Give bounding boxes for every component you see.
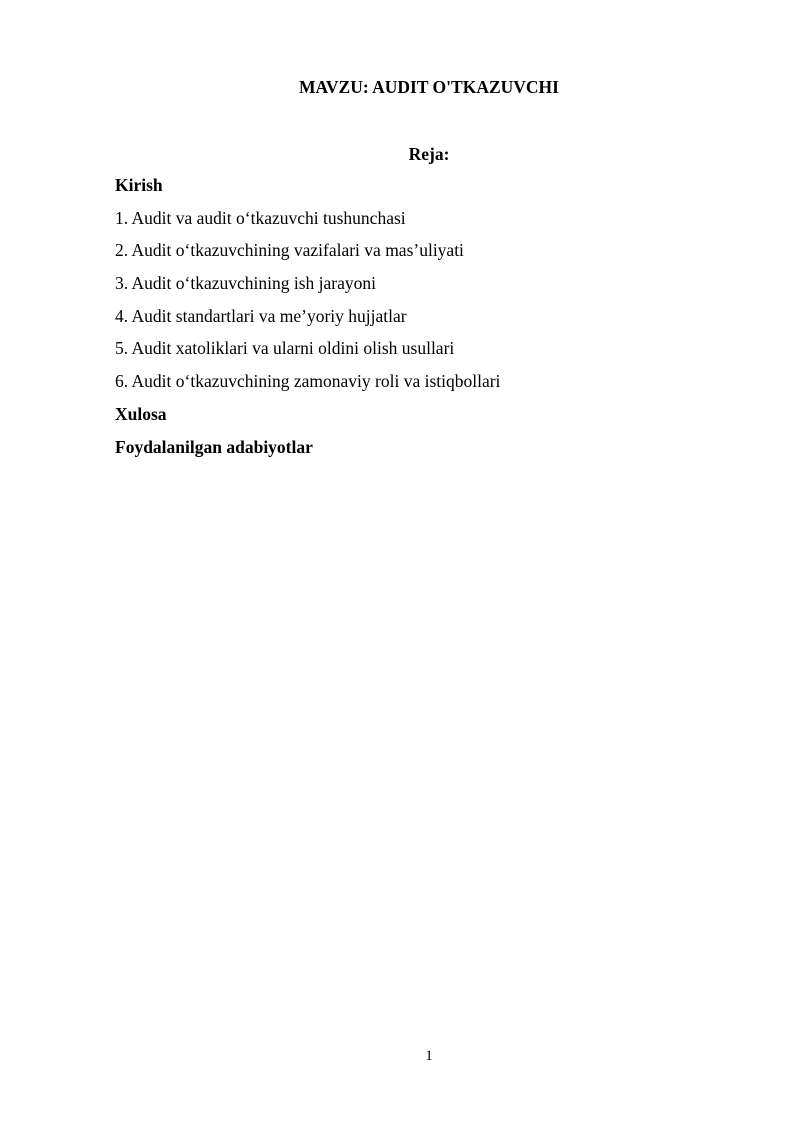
toc-item-4: 4. Audit standartlari va me’yoriy hujjatlar [115,305,407,326]
page-title: MAVZU: AUDIT O'TKAZUVCHI [299,77,559,97]
toc-item-1: 1. Audit va audit o‘tkazuvchi tushunchasi [115,207,406,228]
page-number: 1 [425,1048,433,1064]
toc-item-2: 2. Audit o‘tkazuvchining vazifalari va mas’uliyati [115,240,464,261]
toc-item-6: 6. Audit o‘tkazuvchining zamonaviy roli va istiqbollari [115,371,501,392]
toc-item-references: Foydalanilgan adabiyotlar [115,436,313,457]
plan-heading: Reja: [408,144,450,164]
toc-item-conclusion: Xulosa [115,403,167,424]
table-of-contents [115,174,715,468]
toc-item-introduction: Kirish [115,175,163,195]
toc-item-3: 3. Audit o‘tkazuvchining ish jarayoni [115,273,376,294]
toc-item-5: 5. Audit xatoliklari va ularni oldini olish usullari [115,338,455,359]
